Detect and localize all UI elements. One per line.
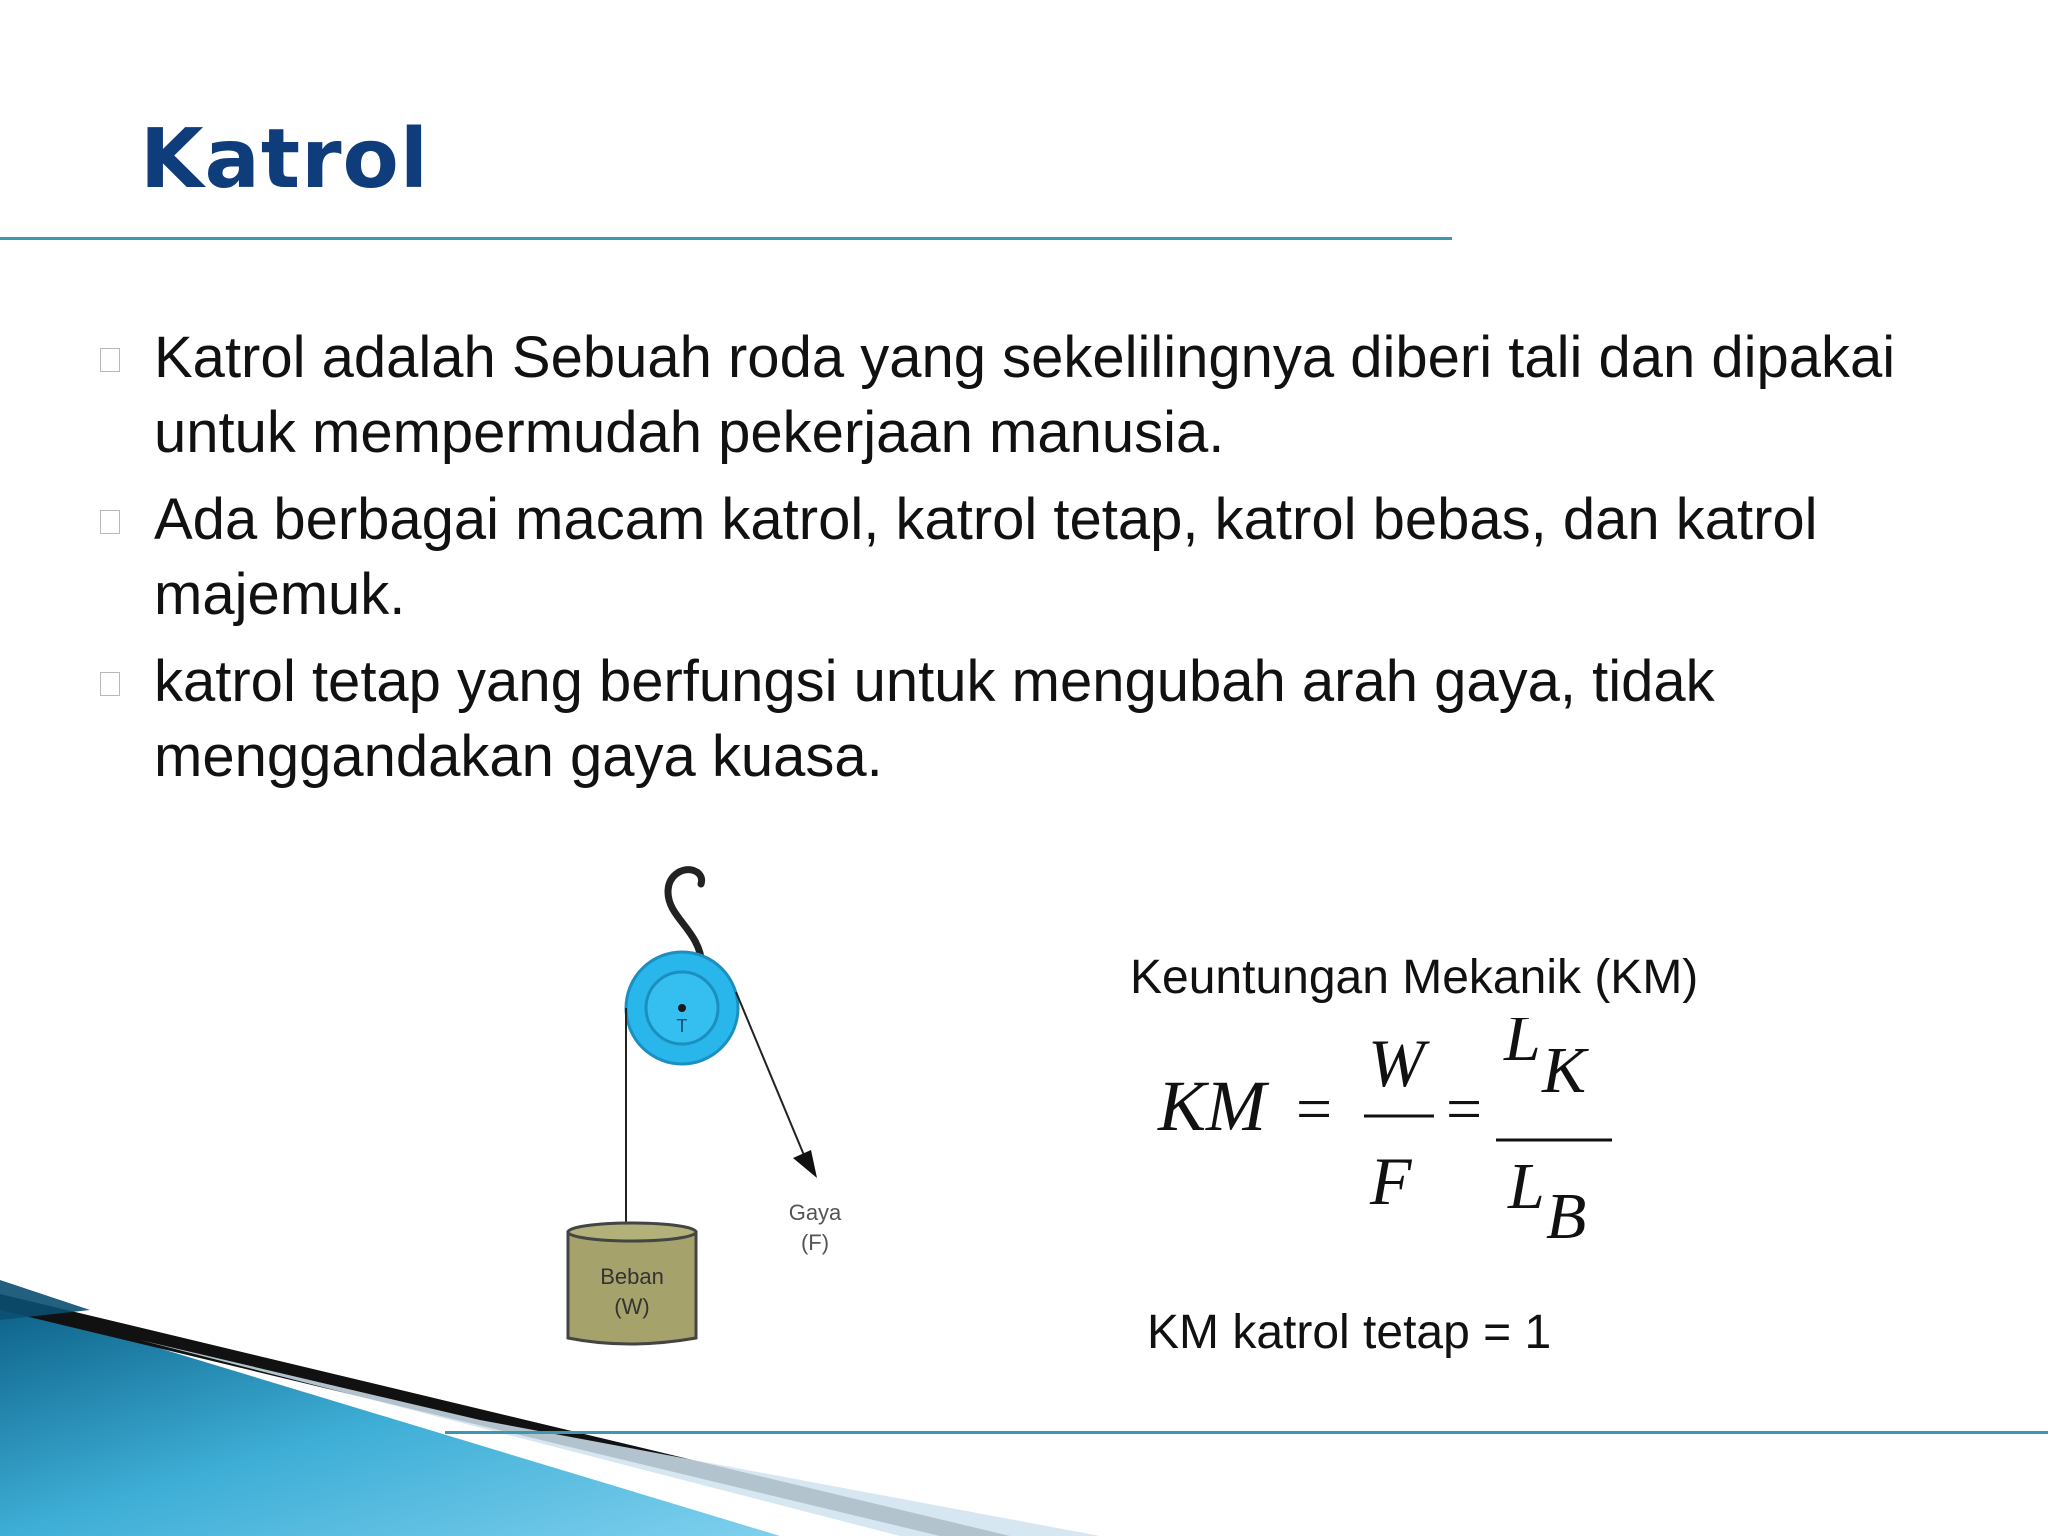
load-label: Beban <box>600 1264 664 1289</box>
formula-equals: = <box>1296 1073 1333 1144</box>
bullet-item <box>100 320 1920 470</box>
force-arrow-icon <box>793 1150 817 1178</box>
bullet-text: Ada berbagai macam katrol, katrol tetap, katrol bebas, dan katrol majemuk. <box>154 487 1818 627</box>
title-underline <box>0 237 1452 240</box>
bullet-text: Katrol adalah Sebuah roda yang sekelilingnya diberi tali dan dipakai untuk mempermudah pekerjaan manusia. <box>154 325 1896 465</box>
force-label: Gaya <box>788 1200 842 1225</box>
formula-lb: L <box>1508 1150 1545 1223</box>
formula-lb-sub: B <box>1546 1180 1587 1253</box>
fixed-pulley-diagram <box>540 860 880 1360</box>
bullet-text: katrol tetap yang berfungsi untuk mengubah arah gaya, tidak menggandakan gaya kuasa. <box>154 649 1715 789</box>
bullet-item <box>100 482 1920 632</box>
load-bucket-rim <box>568 1223 696 1241</box>
slide-title: Katrol <box>140 112 429 207</box>
formula-f: F <box>1370 1143 1412 1219</box>
formula-caption: Keuntungan Mekanik (KM) <box>1130 951 1699 1004</box>
formula-equals-2: = <box>1446 1073 1483 1144</box>
bullet-item <box>100 644 1920 794</box>
axle-label: T <box>676 1016 688 1036</box>
formula-lk: L <box>1504 1018 1541 1075</box>
km-note: KM katrol tetap = 1 <box>1147 1306 1552 1359</box>
formula-lhs: KM <box>1158 1066 1266 1146</box>
bullet-square-icon <box>100 510 120 534</box>
formula-lk-sub: K <box>1542 1034 1587 1107</box>
pulley-axle <box>678 1004 686 1012</box>
bullet-square-icon <box>100 348 120 372</box>
formula-w: W <box>1368 1025 1425 1101</box>
bullet-list <box>100 320 1920 806</box>
load-symbol: (W) <box>614 1294 650 1319</box>
km-formula <box>1150 1018 1670 1258</box>
rope-right <box>736 992 806 1160</box>
footer-line <box>445 1431 2048 1434</box>
force-symbol: (F) <box>800 1230 830 1255</box>
bullet-square-icon <box>100 672 120 696</box>
